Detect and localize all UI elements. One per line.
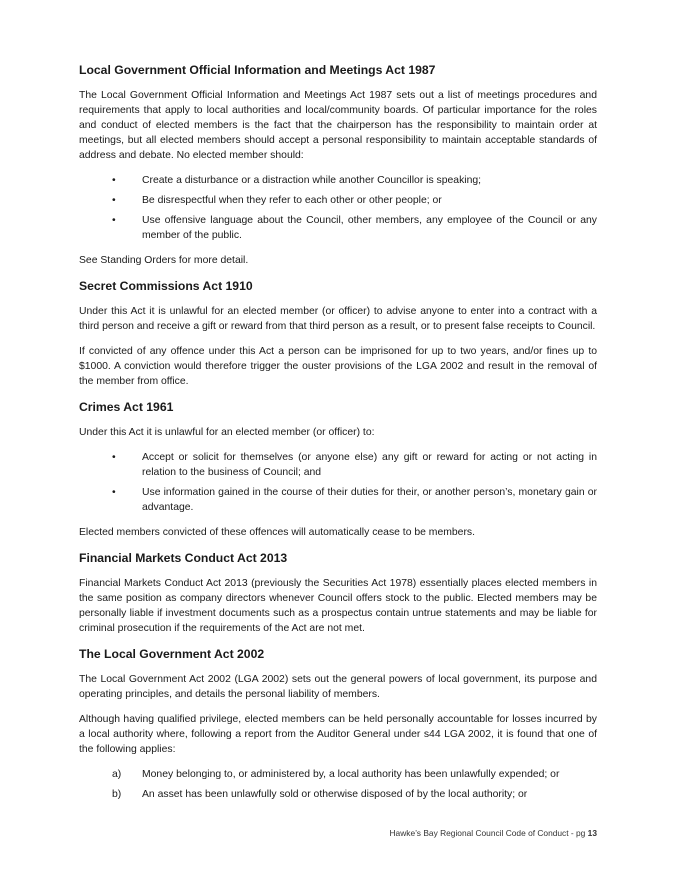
list-letter: a)	[112, 769, 122, 780]
section-paragraph: The Local Government Act 2002 (LGA 2002) sets out the general powers of local government, its purpose and operating principles, and details the personal liability of members.	[79, 674, 597, 700]
section-paragraph: If convicted of any offence under this Act a person can be imprisoned for up to two years, and/or fines up to $1000. A conviction would therefore trigger the ouster provisions of the LGA 2002 and result in the removal of the member from office.	[79, 346, 597, 387]
list-item: • Be disrespectful when they refer to each other or other people; or	[112, 195, 442, 206]
bullet-icon: •	[112, 195, 116, 206]
section-paragraph: Although having qualified privilege, elected members can be held personally accountable for losses incurred by a local authority where, following a report from the Auditor General under s44 LGA 2002, it is found that one of the following applies:	[79, 714, 597, 755]
bullet-icon: •	[112, 215, 116, 226]
section-paragraph: Elected members convicted of these offences will automatically cease to be members.	[79, 527, 475, 538]
bullet-icon: •	[112, 452, 116, 463]
section-paragraph: The Local Government Official Information and Meetings Act 1987 sets out a list of meetings procedures and requirements that apply to local authorities and local/community boards. Of particular importance for the roles and conduct of elected members is the fact that the chairperson has the responsibility to maintain order at meetings, but all elected members should accept a personal responsibility to maintain acceptable standards of address and debate. No elected member should:	[79, 90, 597, 161]
bullet-icon: •	[112, 487, 116, 498]
bullet-list	[79, 173, 597, 243]
list-item: • Use information gained in the course of their duties for their, or another person’s, monetary gain or advantage.	[112, 487, 597, 513]
list-item: a) Money belonging to, or administered by, a local authority has been unlawfully expended; or	[112, 769, 560, 780]
list-item: • Accept or solicit for themselves (or anyone else) any gift or reward for acting or not acting in relation to the business of Council; and	[112, 452, 597, 478]
lettered-list	[79, 767, 597, 802]
section-paragraph: Under this Act it is unlawful for an elected member (or officer) to advise anyone to enter into a contract with a third person and receive a gift or reward from that third person as a result, or to present false receipts to Council.	[79, 306, 597, 332]
section-paragraph: Financial Markets Conduct Act 2013 (previously the Securities Act 1978) essentially places elected members in the same position as company directors whenever Council offers stock to the public. Elected members may be personally liable if investment documents such as a prospectus contain untrue statements and may be liable for criminal prosecution if the requirements of the Act are not met.	[79, 578, 597, 634]
list-letter: b)	[112, 789, 122, 800]
bullet-list	[79, 450, 597, 515]
footer-text: Hawke’s Bay Regional Council Code of Conduct - pg	[389, 828, 588, 838]
section-heading-lga-2002: The Local Government Act 2002	[79, 647, 265, 661]
page-footer	[390, 828, 598, 838]
bullet-icon: •	[112, 175, 116, 186]
list-item: • Use offensive language about the Council, other members, any employee of the Council or any member of the public.	[112, 215, 597, 241]
section-paragraph: Under this Act it is unlawful for an elected member (or officer) to:	[79, 427, 375, 438]
section-paragraph: See Standing Orders for more detail.	[79, 255, 249, 266]
section-heading-secret-commissions: Secret Commissions Act 1910	[79, 279, 253, 293]
section-heading-financial-markets: Financial Markets Conduct Act 2013	[79, 551, 288, 565]
section-heading-crimes-act: Crimes Act 1961	[79, 400, 174, 414]
list-item: • Create a disturbance or a distraction while another Councillor is speaking;	[112, 175, 482, 186]
section-heading-lgoima: Local Government Official Information and Meetings Act 1987	[79, 63, 436, 77]
page-number: 13	[587, 828, 597, 838]
list-item: b) An asset has been unlawfully sold or otherwise disposed of by the local authority; or	[112, 789, 528, 800]
